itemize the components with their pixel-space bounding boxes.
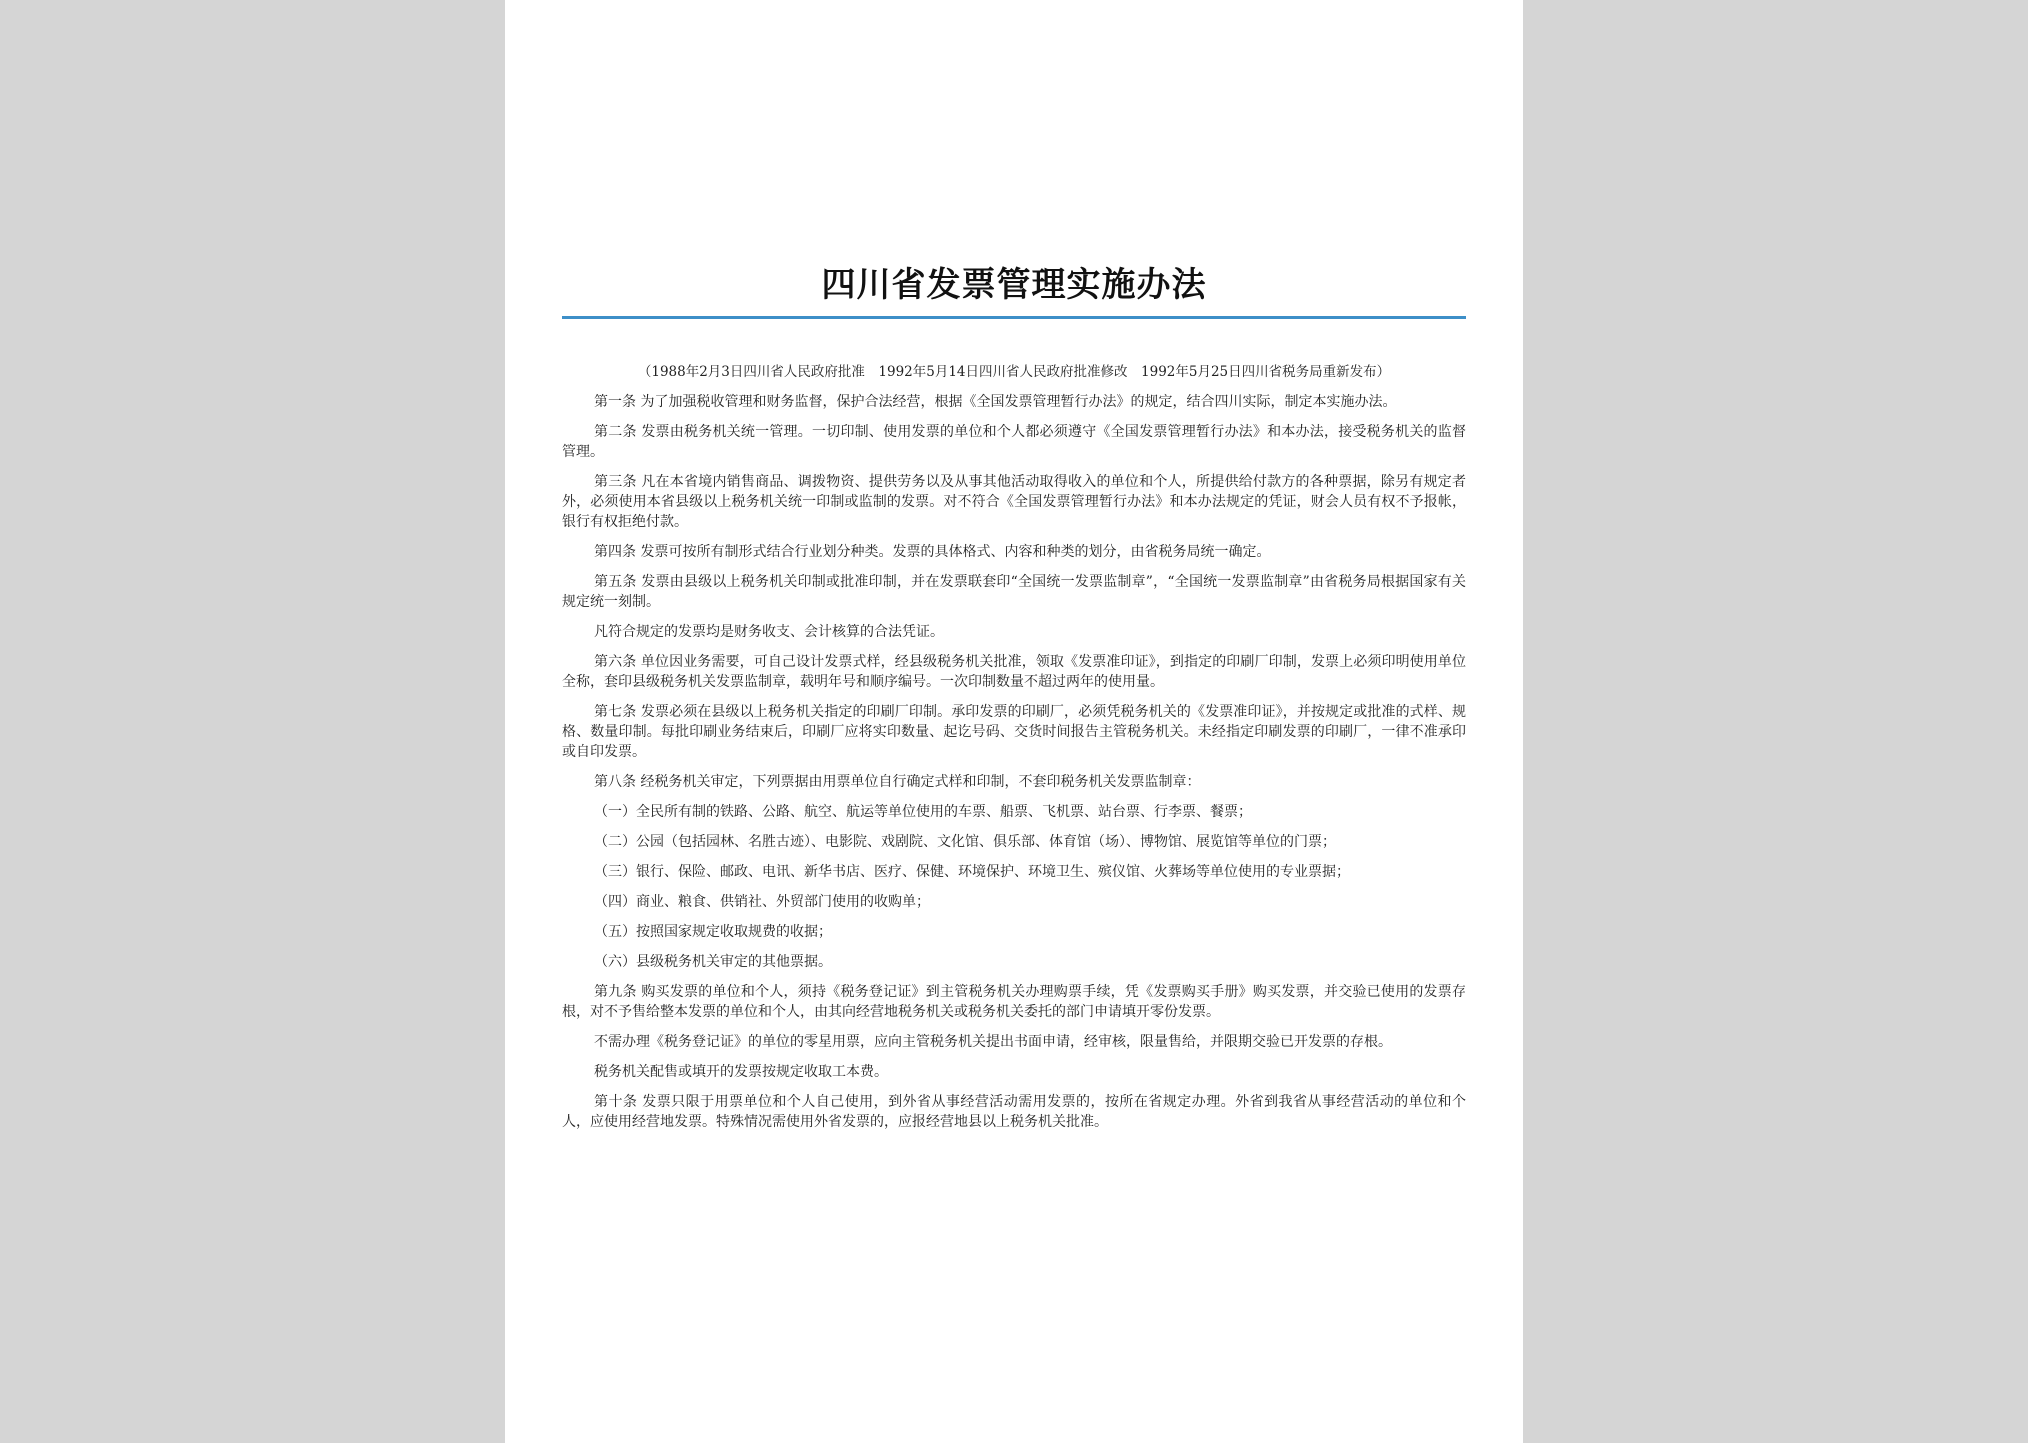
document-title: 四川省发票管理实施办法	[821, 265, 1207, 305]
paragraph: （六）县级税务机关审定的其他票据。	[594, 954, 832, 970]
paragraph: （一）全民所有制的铁路、公路、航空、航运等单位使用的车票、船票、飞机票、站台票、行李票、餐票；	[594, 804, 1252, 820]
document-page	[505, 0, 1523, 1443]
paragraph: 第十条 发票只限于用票单位和个人自己使用，到外省从事经营活动需用发票的，按所在省规定办理。外省到我省从事经营活动的单位和个人，应使用经营地发票。特殊情况需使用外省发票的，应报经营地县以上税务机关批准。	[562, 1094, 1466, 1130]
paragraph: （二）公园（包括园林、名胜古迹）、电影院、戏剧院、文化馆、俱乐部、体育馆（场）、博物馆、展览馆等单位的门票；	[594, 834, 1336, 850]
paragraph: 税务机关配售或填开的发票按规定收取工本费。	[594, 1064, 888, 1080]
paragraph: 不需办理《税务登记证》的单位的零星用票，应向主管税务机关提出书面申请，经审核，限量售给，并限期交验已开发票的存根。	[594, 1034, 1392, 1050]
document-body	[562, 362, 1466, 1142]
paragraph: 第三条 凡在本省境内销售商品、调拨物资、提供劳务以及从事其他活动取得收入的单位和个人，所提供给付款方的各种票据，除另有规定者外，必须使用本省县级以上税务机关统一印制或监制的发票。对不符合《全国发票管理暂行办法》和本办法规定的凭证，财会人员有权不予报帐，银行有权拒绝付款。	[562, 474, 1466, 530]
paragraph: 第八条 经税务机关审定，下列票据由用票单位自行确定式样和印制，不套印税务机关发票监制章：	[594, 774, 1201, 790]
paragraph: 凡符合规定的发票均是财务收支、会计核算的合法凭证。	[594, 624, 944, 640]
paragraph: 第六条 单位因业务需要，可自己设计发票式样，经县级税务机关批准，领取《发票准印证》，到指定的印刷厂印制，发票上必须印明使用单位全称，套印县级税务机关发票监制章，载明年号和顺序编号。一次印制数量不超过两年的使用量。	[562, 654, 1466, 690]
paragraph: 第四条 发票可按所有制形式结合行业划分种类。发票的具体格式、内容和种类的划分，由省税务局统一确定。	[594, 544, 1271, 560]
paragraph: 第七条 发票必须在县级以上税务机关指定的印刷厂印制。承印发票的印刷厂，必须凭税务机关的《发票准印证》，并按规定或批准的式样、规格、数量印制。每批印刷业务结束后，印刷厂应将实印数量、起讫号码、交货时间报告主管税务机关。未经指定印刷发票的印刷厂，一律不准承印或自印发票。	[562, 704, 1466, 760]
paragraph: 第五条 发票由县级以上税务机关印制或批准印制，并在发票联套印“全国统一发票监制章”，“全国统一发票监制章”由省税务局根据国家有关规定统一刻制。	[562, 574, 1466, 610]
paragraph: 第二条 发票由税务机关统一管理。一切印制、使用发票的单位和个人都必须遵守《全国发票管理暂行办法》和本办法，接受税务机关的监督管理。	[562, 424, 1466, 460]
paragraph: （四）商业、粮食、供销社、外贸部门使用的收购单；	[594, 894, 930, 910]
title-divider	[562, 316, 1466, 319]
paragraph: （五）按照国家规定收取规费的收据；	[594, 924, 832, 940]
paragraph: （三）银行、保险、邮政、电讯、新华书店、医疗、保健、环境保护、环境卫生、殡仪馆、火葬场等单位使用的专业票据；	[594, 864, 1350, 880]
paragraph: 第一条 为了加强税收管理和财务监督，保护合法经营，根据《全国发票管理暂行办法》的规定，结合四川实际，制定本实施办法。	[594, 394, 1397, 410]
document-subtitle: （1988年2月3日四川省人民政府批准 1992年5月14日四川省人民政府批准修改 1992年5月25日四川省税务局重新发布）	[637, 364, 1391, 380]
paragraph: 第九条 购买发票的单位和个人，须持《税务登记证》到主管税务机关办理购票手续，凭《发票购买手册》购买发票，并交验已使用的发票存根，对不予售给整本发票的单位和个人，由其向经营地税务机关或税务机关委托的部门申请填开零份发票。	[562, 984, 1466, 1020]
